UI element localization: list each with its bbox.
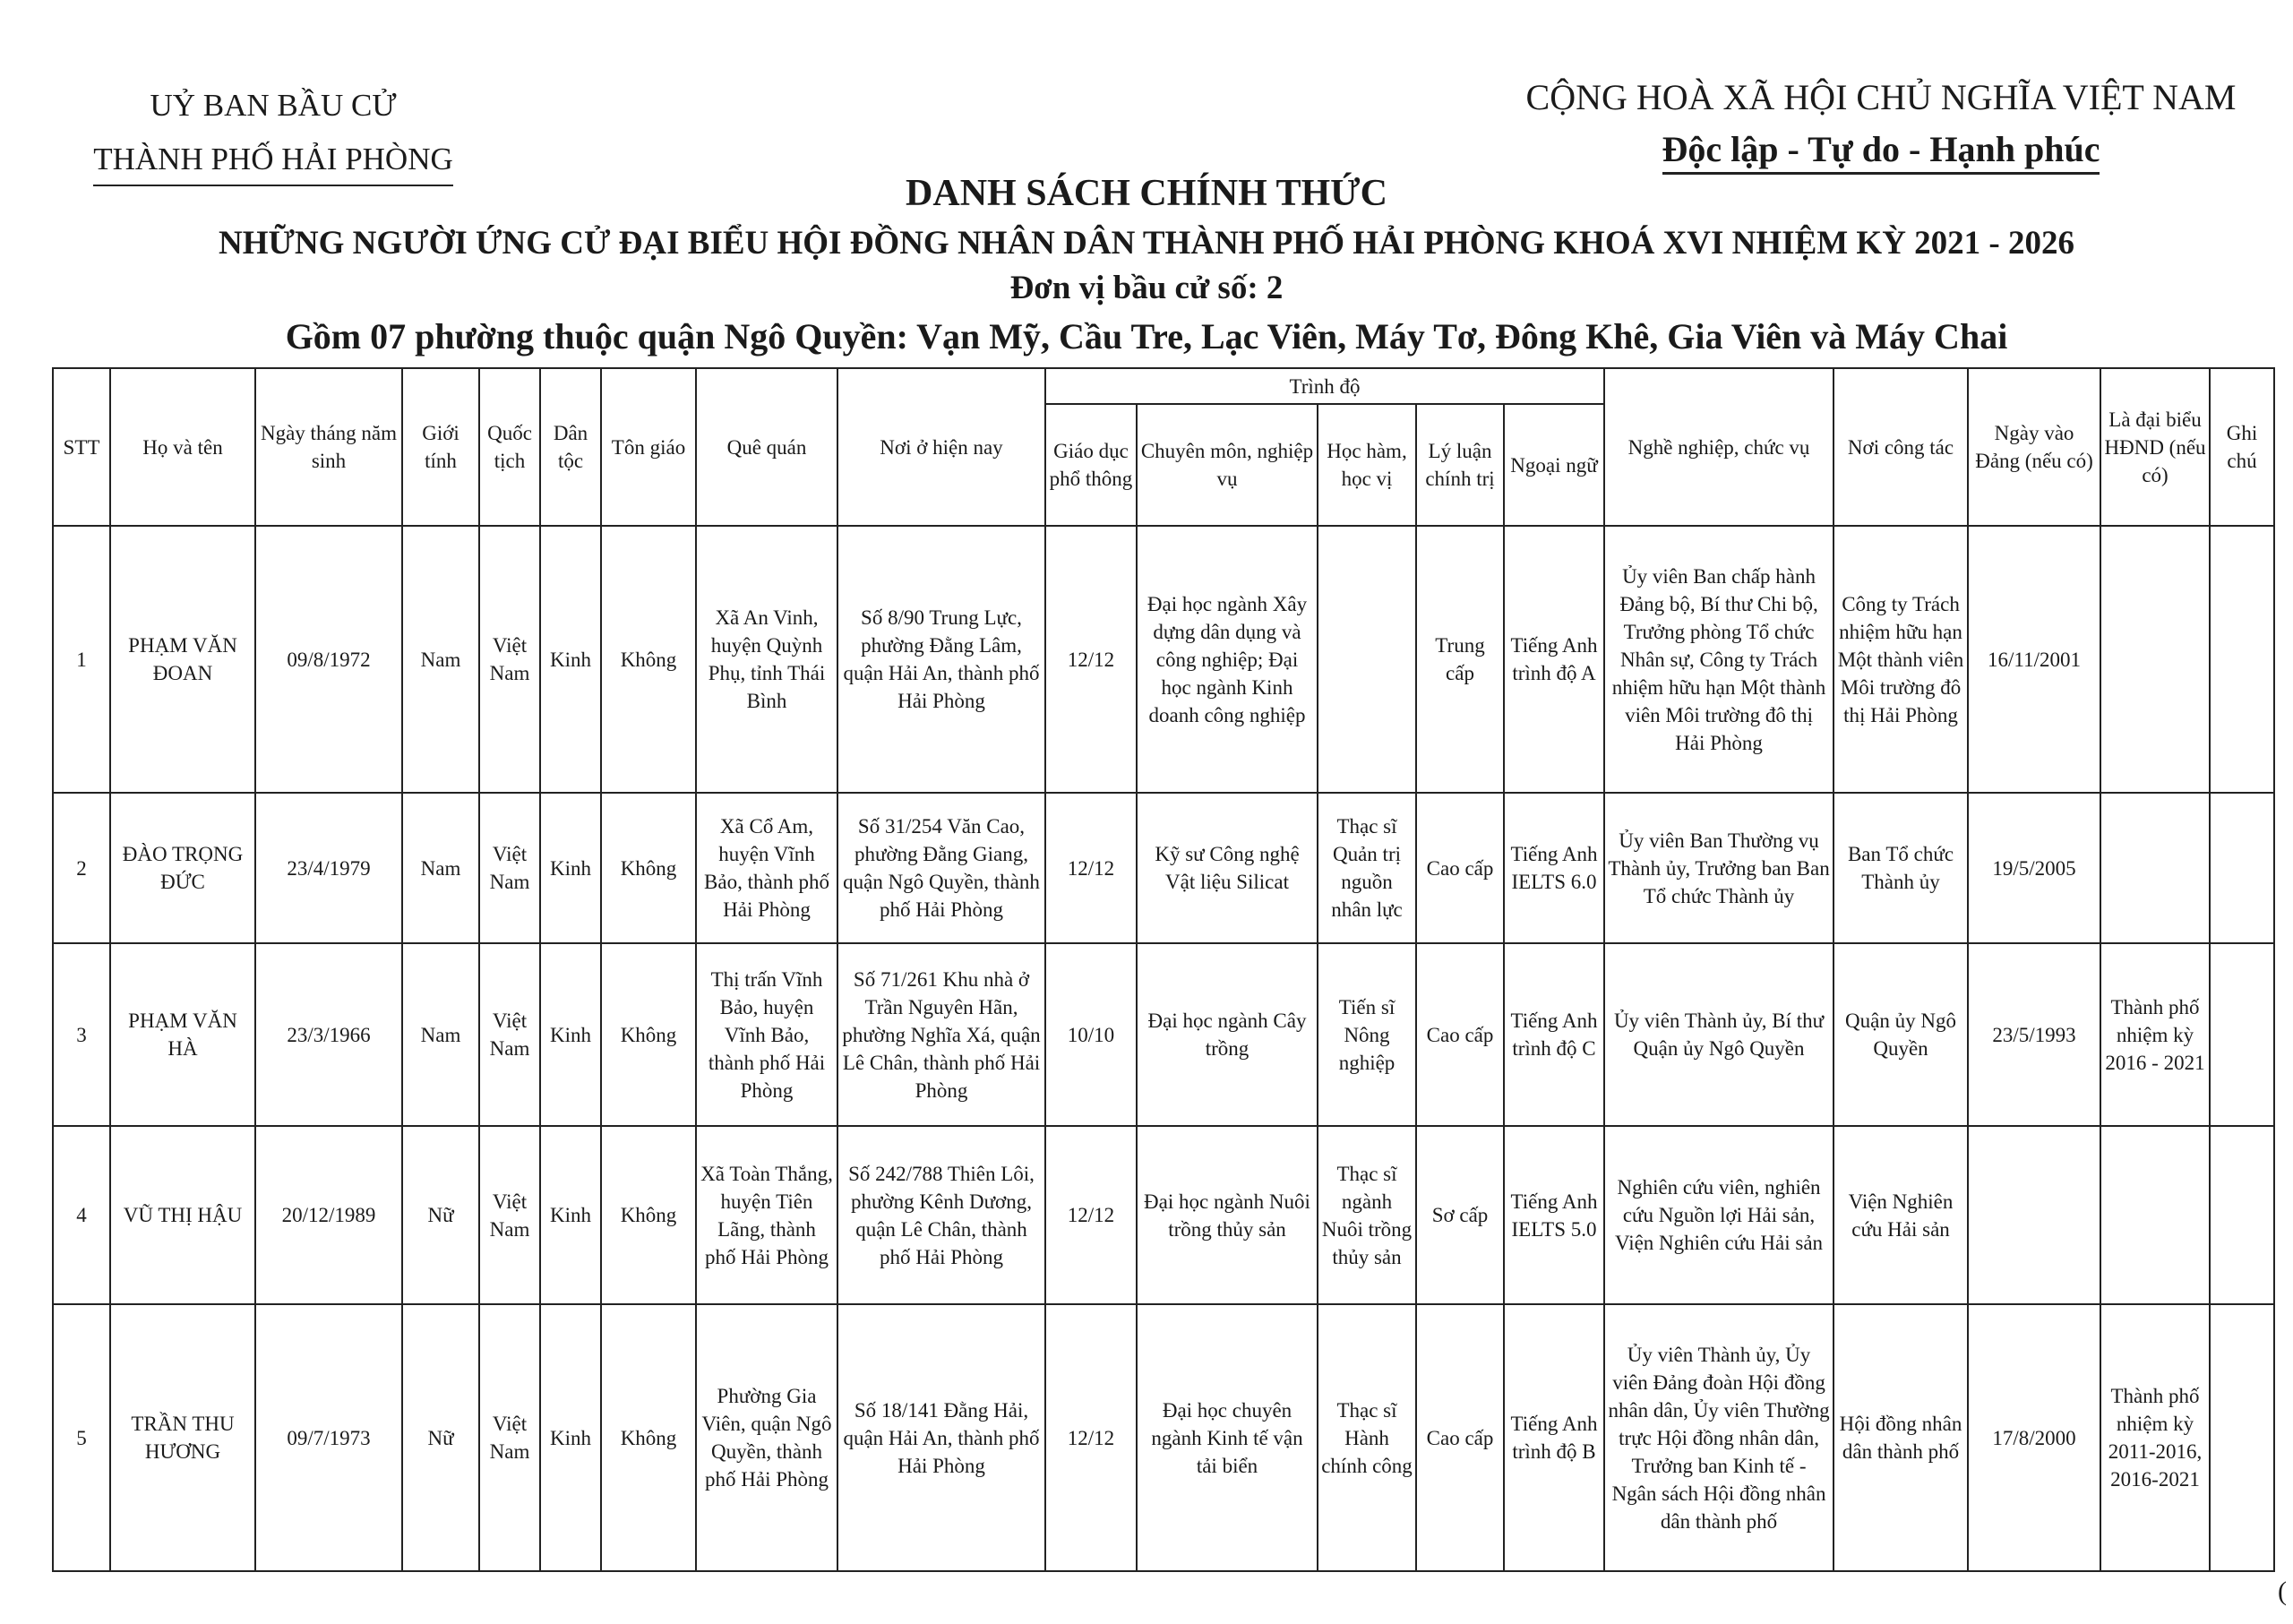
cell-ho-ten: TRẦN THU HƯƠNG [110,1304,255,1571]
col-group-trinh-do: Trình độ [1045,368,1604,404]
cell-ton-giao: Không [601,1304,696,1571]
cell-dan-toc: Kinh [540,943,601,1126]
document-titles [0,166,2293,363]
cell-noi-cong-tac: Hội đồng nhân dân thành phố [1834,1304,1968,1571]
cell-chuyen-mon: Đại học ngành Xây dựng dân dụng và công nghiệp; Đại học ngành Kinh doanh công nghiệp [1137,526,1318,793]
table-header-row [53,368,2274,404]
cell-ngay-sinh: 23/3/1966 [255,943,402,1126]
cell-noi-o: Số 31/254 Văn Cao, phường Đằng Giang, quận Ngô Quyền, thành phố Hải Phòng [837,793,1045,943]
cell-quoc-tich: Việt Nam [479,526,540,793]
cell-dan-toc: Kinh [540,793,601,943]
cell-ton-giao: Không [601,526,696,793]
cell-quoc-tich: Việt Nam [479,1304,540,1571]
cell-quoc-tich: Việt Nam [479,1126,540,1304]
cell-ngay-vao-dang: 19/5/2005 [1968,793,2100,943]
cell-ly-luan: Cao cấp [1416,793,1504,943]
cell-chuyen-mon: Kỹ sư Công nghệ Vật liệu Silicat [1137,793,1318,943]
cell-noi-cong-tac: Ban Tổ chức Thành ủy [1834,793,1968,943]
col-ho-ten: Họ và tên [110,368,255,526]
cell-dai-bieu [2100,526,2210,793]
table-row [53,793,2274,943]
cell-ton-giao: Không [601,1126,696,1304]
col-quoc-tich: Quốc tịch [479,368,540,526]
cell-nghe-nghiep: Ủy viên Thành ủy, Bí thư Quận ủy Ngô Quyền [1604,943,1834,1126]
cell-ngay-sinh: 20/12/1989 [255,1126,402,1304]
cell-noi-cong-tac: Công ty Trách nhiệm hữu hạn Một thành viên Môi trường đô thị Hải Phòng [1834,526,1968,793]
cell-chuyen-mon: Đại học ngành Nuôi trồng thủy sản [1137,1126,1318,1304]
cell-hoc-ham: Thạc sĩ Hành chính công [1318,1304,1416,1571]
cell-dai-bieu: Thành phố nhiệm kỳ 2016 - 2021 [2100,943,2210,1126]
unit-wards: Gồm 07 phường thuộc quận Ngô Quyền: Vạn Mỹ, Cầu Tre, Lạc Viên, Máy Tơ, Đông Khê, Gia Viên và Máy Chai [285,316,2008,357]
cell-stt: 5 [53,1304,110,1571]
cell-que-quan: Phường Gia Viên, quận Ngô Quyền, thành phố Hải Phòng [696,1304,837,1571]
cell-ly-luan: Sơ cấp [1416,1126,1504,1304]
cell-ngay-sinh: 09/8/1972 [255,526,402,793]
cell-ngay-sinh: 09/7/1973 [255,1304,402,1571]
cell-ghi-chu [2210,1126,2274,1304]
cell-que-quan: Thị trấn Vĩnh Bảo, huyện Vĩnh Bảo, thành phố Hải Phòng [696,943,837,1126]
cell-ghi-chu [2210,943,2274,1126]
cell-ngoai-ngu: Tiếng Anh IELTS 6.0 [1504,793,1604,943]
cell-que-quan: Xã Cổ Am, huyện Vĩnh Bảo, thành phố Hải Phòng [696,793,837,943]
col-ly-luan: Lý luận chính trị [1416,404,1504,526]
cell-ghi-chu [2210,1304,2274,1571]
cell-ngoai-ngu: Tiếng Anh IELTS 5.0 [1504,1126,1604,1304]
country-name: CỘNG HOÀ XÃ HỘI CHỦ NGHĨA VIỆT NAM [1525,77,2237,117]
cell-gioi-tinh: Nữ [402,1304,479,1571]
cell-ho-ten: VŨ THỊ HẬU [110,1126,255,1304]
cell-giao-duc: 12/12 [1045,1304,1137,1571]
cell-nghe-nghiep: Nghiên cứu viên, nghiên cứu Nguồn lợi Hải sản, Viện Nghiên cứu Hải sản [1604,1126,1834,1304]
cell-gioi-tinh: Nam [402,526,479,793]
cell-quoc-tich: Việt Nam [479,793,540,943]
col-noi-o: Nơi ở hiện nay [837,368,1045,526]
cell-noi-cong-tac: Viện Nghiên cứu Hải sản [1834,1126,1968,1304]
table-row [53,1126,2274,1304]
cell-noi-cong-tac: Quận ủy Ngô Quyền [1834,943,1968,1126]
cell-nghe-nghiep: Ủy viên Ban Thường vụ Thành ủy, Trưởng ban Ban Tổ chức Thành ủy [1604,793,1834,943]
table-row [53,1304,2274,1571]
cell-hoc-ham: Thạc sĩ Quản trị nguồn nhân lực [1318,793,1416,943]
cell-giao-duc: 10/10 [1045,943,1137,1126]
cell-ghi-chu [2210,526,2274,793]
cell-hoc-ham: Thạc sĩ ngành Nuôi trồng thủy sản [1318,1126,1416,1304]
cell-ngoai-ngu: Tiếng Anh trình độ C [1504,943,1604,1126]
cell-ton-giao: Không [601,943,696,1126]
col-noi-cong-tac: Nơi công tác [1834,368,1968,526]
cell-chuyen-mon: Đại học ngành Cây trồng [1137,943,1318,1126]
cell-ly-luan: Trung cấp [1416,526,1504,793]
cell-dai-bieu: Thành phố nhiệm kỳ 2011-2016, 2016-2021 [2100,1304,2210,1571]
col-chuyen-mon: Chuyên môn, nghiệp vụ [1137,404,1318,526]
cell-ho-ten: PHẠM VĂN ĐOAN [110,526,255,793]
cell-nghe-nghiep: Ủy viên Thành ủy, Ủy viên Đảng đoàn Hội đồng nhân dân, Ủy viên Thường trực Hội đồng nhân dân, Trưởng ban Kinh tế - Ngân sách Hội đồng nhân dân thành phố [1604,1304,1834,1571]
cell-noi-o: Số 242/788 Thiên Lôi, phường Kênh Dương, quận Lê Chân, thành phố Hải Phòng [837,1126,1045,1304]
col-que-quan: Quê quán [696,368,837,526]
cell-ngay-vao-dang [1968,1126,2100,1304]
cell-nghe-nghiep: Ủy viên Ban chấp hành Đảng bộ, Bí thư Chi bộ, Trưởng phòng Tổ chức Nhân sự, Công ty Trách nhiệm hữu hạn Một thành viên Môi trường đô thị Hải Phòng [1604,526,1834,793]
cell-gioi-tinh: Nam [402,793,479,943]
col-stt: STT [53,368,110,526]
cell-ly-luan: Cao cấp [1416,943,1504,1126]
col-gioi-tinh: Giới tính [402,368,479,526]
cell-quoc-tich: Việt Nam [479,943,540,1126]
cell-chuyen-mon: Đại học chuyên ngành Kinh tế vận tải biển [1137,1304,1318,1571]
cell-stt: 4 [53,1126,110,1304]
cell-dai-bieu [2100,793,2210,943]
cell-hoc-ham [1318,526,1416,793]
col-giao-duc: Giáo dục phổ thông [1045,404,1137,526]
cell-que-quan: Xã An Vinh, huyện Quỳnh Phụ, tỉnh Thái Bình [696,526,837,793]
cell-ngay-sinh: 23/4/1979 [255,793,402,943]
cell-stt: 1 [53,526,110,793]
cell-ngay-vao-dang: 23/5/1993 [1968,943,2100,1126]
cell-noi-o: Số 71/261 Khu nhà ở Trần Nguyên Hãn, phường Nghĩa Xá, quận Lê Chân, thành phố Hải Phòng [837,943,1045,1126]
cell-ly-luan: Cao cấp [1416,1304,1504,1571]
col-ngay-vao-dang: Ngày vào Đảng (nếu có) [1968,368,2100,526]
document-subtitle: NHỮNG NGƯỜI ỨNG CỬ ĐẠI BIỂU HỘI ĐỒNG NHÂN DÂN THÀNH PHỐ HẢI PHÒNG KHOÁ XVI NHIỆM KỲ 2021 - 2026 [218,225,2075,262]
national-motto: Độc lập - Tự do - Hạnh phúc [1662,127,2100,175]
col-ton-giao: Tôn giáo [601,368,696,526]
table-row [53,943,2274,1126]
issuer-line-2: THÀNH PHỐ HẢI PHÒNG [93,136,453,186]
col-ngoai-ngu: Ngoại ngữ [1504,404,1604,526]
cell-ho-ten: PHẠM VĂN HÀ [110,943,255,1126]
cell-ngay-vao-dang: 17/8/2000 [1968,1304,2100,1571]
cell-ton-giao: Không [601,793,696,943]
cell-giao-duc: 12/12 [1045,526,1137,793]
cell-ghi-chu [2210,793,2274,943]
document-title: DANH SÁCH CHÍNH THỨC [906,173,1387,214]
col-ghi-chu: Ghi chú [2210,368,2274,526]
cell-ngay-vao-dang: 16/11/2001 [1968,526,2100,793]
cell-dan-toc: Kinh [540,526,601,793]
cell-gioi-tinh: Nữ [402,1126,479,1304]
electoral-unit: Đơn vị bầu cử số: 2 [1009,270,1284,306]
page-edge-mark: ( [2278,1577,2287,1606]
cell-gioi-tinh: Nam [402,943,479,1126]
cell-dan-toc: Kinh [540,1126,601,1304]
cell-que-quan: Xã Toàn Thắng, huyện Tiên Lãng, thành phố Hải Phòng [696,1126,837,1304]
cell-dai-bieu [2100,1126,2210,1304]
cell-ngoai-ngu: Tiếng Anh trình độ B [1504,1304,1604,1571]
cell-giao-duc: 12/12 [1045,793,1137,943]
table-row [53,526,2274,793]
cell-noi-o: Số 18/141 Đằng Hải, quận Hải An, thành phố Hải Phòng [837,1304,1045,1571]
cell-dan-toc: Kinh [540,1304,601,1571]
col-hoc-ham: Học hàm, học vị [1318,404,1416,526]
col-ngay-sinh: Ngày tháng năm sinh [255,368,402,526]
candidate-table [52,367,2275,1572]
cell-ho-ten: ĐÀO TRỌNG ĐỨC [110,793,255,943]
col-dai-bieu: Là đại biểu HĐND (nếu có) [2100,368,2210,526]
cell-stt: 2 [53,793,110,943]
issuer-line-1: UỶ BAN BẦU CỬ [150,88,397,123]
col-nghe-nghiep: Nghề nghiệp, chức vụ [1604,368,1834,526]
cell-hoc-ham: Tiến sĩ Nông nghiệp [1318,943,1416,1126]
cell-stt: 3 [53,943,110,1126]
cell-ngoai-ngu: Tiếng Anh trình độ A [1504,526,1604,793]
col-dan-toc: Dân tộc [540,368,601,526]
cell-noi-o: Số 8/90 Trung Lực, phường Đằng Lâm, quận Hải An, thành phố Hải Phòng [837,526,1045,793]
cell-giao-duc: 12/12 [1045,1126,1137,1304]
national-header [1505,72,2257,176]
